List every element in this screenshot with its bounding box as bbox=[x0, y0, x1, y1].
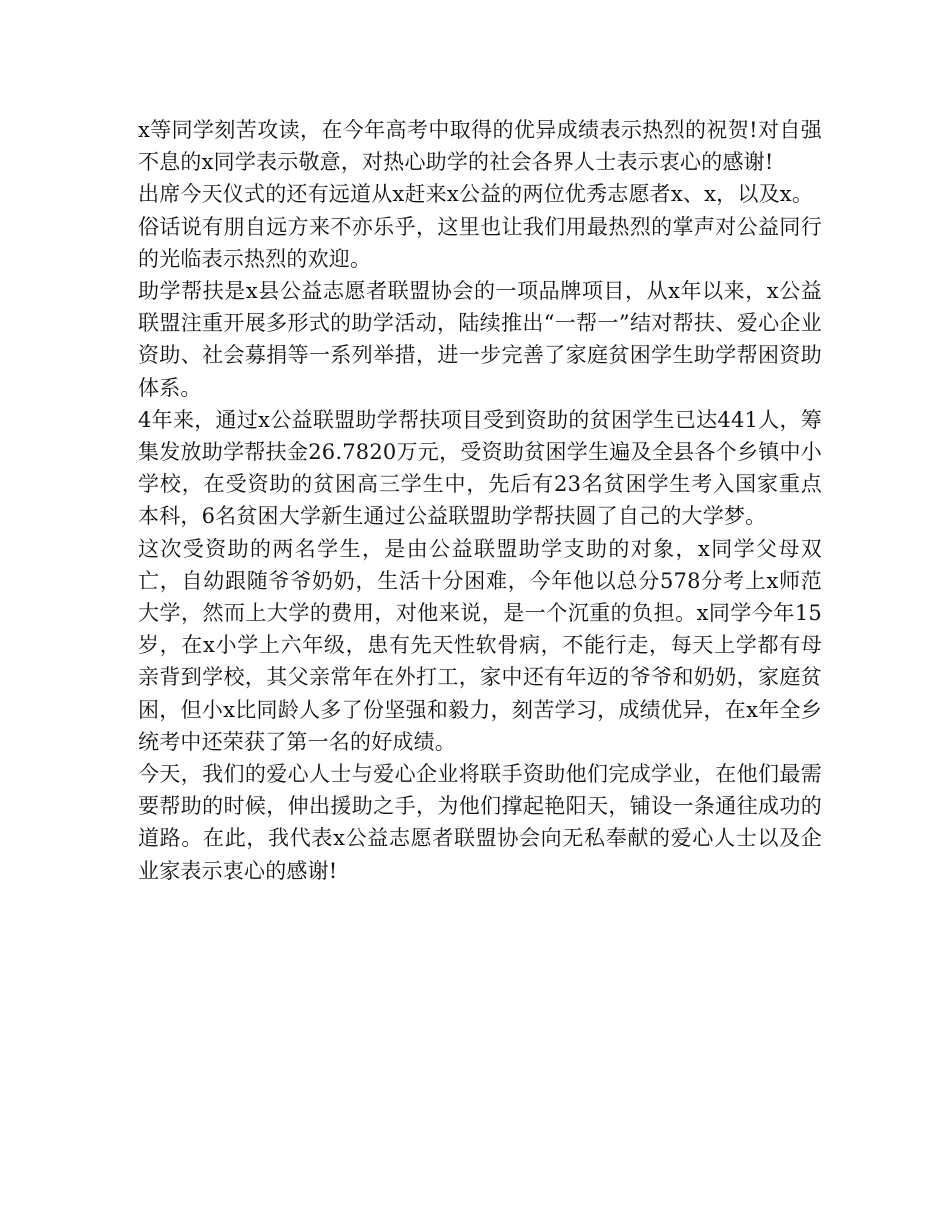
document-body bbox=[138, 114, 822, 887]
paragraph-welcome: 俗话说有朋自远方来不亦乐乎，这里也让我们用最热烈的掌声对公益同行的光临表示热烈的欢迎。 bbox=[138, 214, 822, 271]
paragraph-students: 这次受资助的两名学生，是由公益联盟助学支助的对象，x同学父母双亡，自幼跟随爷爷奶奶，生活十分困难，今年他以总分578分考上x师范大学，然而上大学的费用，对他来说，是一个沉重的负担。x同学今年15岁，在x小学上六年级，患有先天性软骨病，不能行走，每天上学都有母亲背到学校，其父亲常年在外打工，家中还有年迈的爷爷和奶奶，家庭贫困，但小x比同龄人多了份坚强和毅力，刻苦学习，成绩优异，在x年全乡统考中还荣获了第一名的好成绩。 bbox=[138, 536, 822, 754]
paragraph-congratulations: x等同学刻苦攻读，在今年高考中取得的优异成绩表示热烈的祝贺!对自强不息的x同学表示敬意，对热心助学的社会各界人士表示衷心的感谢! bbox=[138, 118, 822, 175]
paragraph-volunteers: 出席今天仪式的还有远道从x赶来x公益的两位优秀志愿者x、x，以及x。 bbox=[138, 182, 814, 207]
paragraph-statistics: 4年来，通过x公益联盟助学帮扶项目受到资助的贫困学生已达441人，筹集发放助学帮扶金26.7820万元，受资助贫困学生遍及全县各个乡镇中小学校，在受资助的贫困高三学生中，先后有23名贫困学生考入国家重点本科，6名贫困大学新生通过公益联盟助学帮扶圆了自己的大学梦。 bbox=[138, 407, 822, 529]
paragraph-thanks: 今天，我们的爱心人士与爱心企业将联手资助他们完成学业，在他们最需要帮助的时候，伸出援助之手，为他们撑起艳阳天，铺设一条通往成功的道路。在此，我代表x公益志愿者联盟协会向无私奉献的爱心人士以及企业家表示衷心的感谢! bbox=[138, 762, 822, 883]
paragraph-project: 助学帮扶是x县公益志愿者联盟协会的一项品牌项目，从x年以来，x公益联盟注重开展多形式的助学活动，陆续推出“一帮一”结对帮扶、爱心企业资助、社会募捐等一系列举措，进一步完善了家庭贫困学生助学帮困资助体系。 bbox=[138, 279, 822, 400]
